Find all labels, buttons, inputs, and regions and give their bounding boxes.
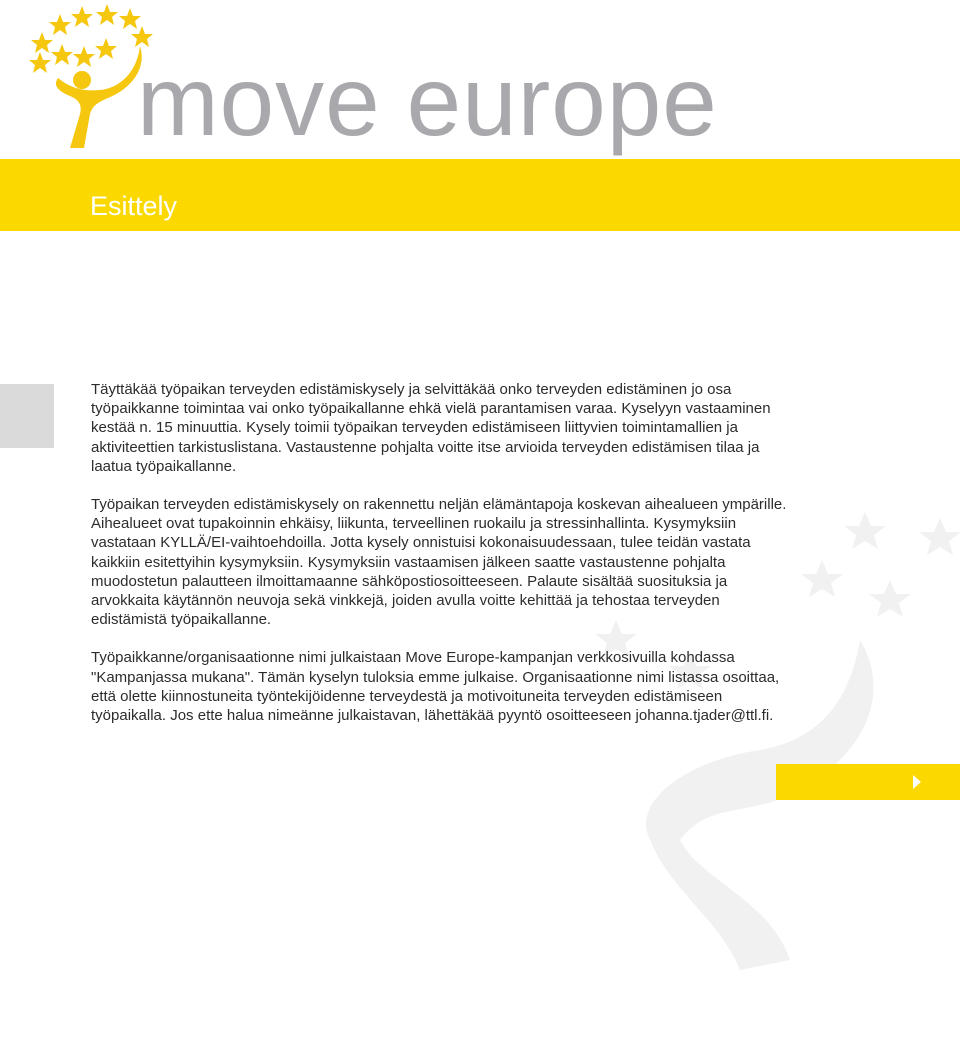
- side-tab: [0, 384, 54, 448]
- logo-word-move: move: [137, 46, 381, 156]
- move-europe-logo: [0, 0, 718, 160]
- next-button[interactable]: [776, 764, 960, 800]
- logo-wordmark: [137, 46, 718, 156]
- paragraph-publication: Työpaikkanne/organisaationne nimi julkaistaan Move Europe-kampanjan verkkosivuilla kohdassa "Kampanjassa mukana". Tämän kyselyn tuloksia emme julkaise. Organisaationne nimi listassa osoittaa, että olette kiinnostuneita työntekijöidenne terveydestä ja motivoituneita terveyden edistämiseen työpaikalla. Jos ette halua nimeänne julkaistavan, lähettäkää pyyntö osoitteeseen johanna.tjader@ttl.fi.: [91, 649, 780, 725]
- paragraph-intro: Täyttäkää työpaikan terveyden edistämiskysely ja selvittäkää onko terveyden edistäminen jo osa työpaikkanne toimintaa vai onko työpaikallanne ehkä vielä parantamisen varaa. Kyselyyn vastaaminen kestää n. 15 minuuttia. Kysely toimii työpaikan terveyden edistämiseen liittyvien toimintamallien ja aktiviteettien tarkistuslistana. Vastaustenne pohjalta voitte itse arvioida terveyden edistämisen tilaa ja laatua työpaikallanne.: [91, 381, 771, 475]
- intro-text: [91, 380, 791, 744]
- play-arrow-icon: [912, 775, 922, 789]
- page-title: Esittely: [90, 191, 178, 221]
- paragraph-structure: Työpaikan terveyden edistämiskysely on rakennettu neljän elämäntapoja koskevan aihealueen ympärille. Aihealueet ovat tupakoinnin ehkäisy, liikunta, terveellinen ruokailu ja stressinhallinta. Kysymyksiin vastataan KYLLÄ/EI-vaihtoehdoilla. Jotta kysely onnistuisi kokonaisuudessaan, tulee teidän vastata kaikkiin esitettyihin kysymyksiin. Kysymyksiin vastaamisen jälkeen saatte vastaustenne pohjalta muodostetun palautteen ilmoittamaanne sähköpostiosoitteeseen. Palaute sisältää suosituksia ja arvokkaita käytännön neuvoja sekä vinkkejä, joiden avulla voitte kehittää ja tehostaa terveyden edistämistä työpaikallanne.: [91, 496, 787, 629]
- section-banner: [0, 159, 960, 231]
- logo-word-europe: europe: [406, 46, 718, 156]
